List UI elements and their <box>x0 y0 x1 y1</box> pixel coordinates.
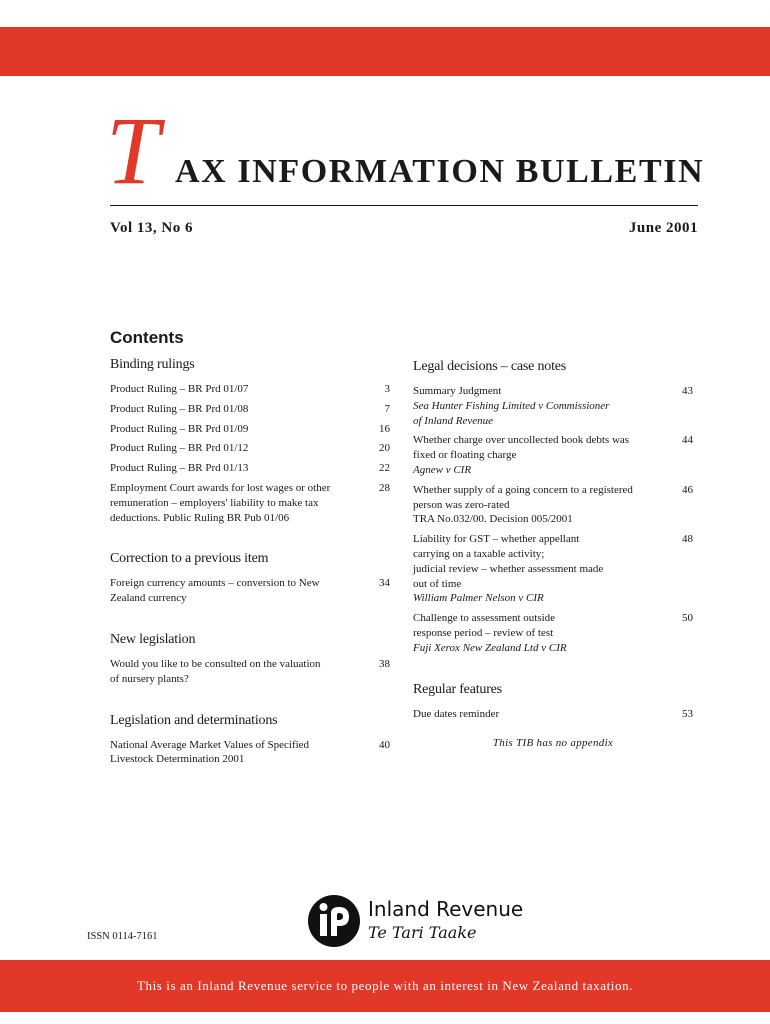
entry-line: Livestock Determination 2001 <box>110 753 245 766</box>
page-number: 46 <box>682 483 693 496</box>
section-gap <box>110 611 390 631</box>
issue-date: June 2001 <box>628 220 698 236</box>
case-name: Agnew v CIR <box>413 463 472 476</box>
contents-entry[interactable] <box>110 461 390 476</box>
entry-text <box>110 422 368 437</box>
entry-text <box>413 611 671 655</box>
entry-line: response period – review of test <box>413 626 554 639</box>
contents-right-column <box>413 358 693 749</box>
entry-text <box>110 402 368 417</box>
issn-number: ISSN 0114-7161 <box>87 931 158 942</box>
page-number: 50 <box>682 612 693 625</box>
inland-revenue-logo <box>306 893 524 949</box>
entry-line: Challenge to assessment outside <box>413 612 556 625</box>
contents-entry[interactable] <box>413 483 693 527</box>
entry-text <box>413 483 671 527</box>
masthead-initial: T <box>106 97 160 204</box>
logo-name: Inland Revenue <box>368 897 524 921</box>
entry-line: person was zero-rated <box>413 498 510 511</box>
page-number: 16 <box>379 422 390 435</box>
entry-line: Liability for GST – whether appellant <box>413 533 580 546</box>
page-number: 20 <box>379 442 390 455</box>
entry-text <box>413 707 671 722</box>
section-title: Legal decisions – case notes <box>413 359 567 374</box>
entry-text <box>110 461 368 476</box>
section-gap <box>110 692 390 712</box>
page-number: 38 <box>379 657 390 670</box>
entry-line: Product Ruling – BR Prd 01/09 <box>110 422 249 435</box>
entry-line: Product Ruling – BR Prd 01/12 <box>110 442 249 455</box>
entry-line: fixed or floating charge <box>413 449 517 462</box>
page-number: 40 <box>379 738 390 751</box>
logo-maori-name: Te Tari Taake <box>368 923 477 942</box>
page-number: 3 <box>384 383 390 395</box>
entry-line: Employment Court awards for lost wages or other <box>110 481 331 494</box>
section-title: Legislation and determinations <box>110 712 278 728</box>
section-title: Correction to a previous item <box>110 551 269 567</box>
contents-entry[interactable] <box>413 384 693 428</box>
entry-line: Due dates reminder <box>413 707 500 720</box>
contents-entry[interactable] <box>110 657 390 687</box>
case-name: Fuji Xerox New Zealand Ltd v CIR <box>413 641 567 654</box>
entry-line: carrying on a taxable activity; <box>413 547 545 560</box>
section-gap <box>413 661 693 681</box>
contents-entry[interactable] <box>110 441 390 456</box>
entry-line: Would you like to be consulted on the valuation <box>110 657 321 670</box>
contents-entry[interactable] <box>110 422 390 437</box>
contents-heading: Contents <box>110 328 184 347</box>
case-name: Sea Hunter Fishing Limited v Commissioner <box>413 399 610 412</box>
entry-line: Product Ruling – BR Prd 01/07 <box>110 383 249 395</box>
volume-number: Vol 13, No 6 <box>110 220 193 236</box>
footer-statement: This is an Inland Revenue service to people with an interest in New Zealand taxation. <box>136 978 634 993</box>
entry-line: out of time <box>413 577 462 590</box>
contents-entry[interactable] <box>110 382 390 397</box>
page-number: 22 <box>379 462 390 475</box>
entry-line: judicial review – whether assessment made <box>413 562 604 575</box>
masthead-rule <box>110 205 698 206</box>
entry-text <box>110 576 368 606</box>
page-number: 34 <box>379 577 390 590</box>
entry-line: Whether supply of a going concern to a registered <box>413 483 633 496</box>
top-red-band <box>0 27 770 76</box>
contents-entry[interactable] <box>110 738 390 768</box>
inland-revenue-emblem-icon <box>306 893 362 949</box>
entry-line: Product Ruling – BR Prd 01/13 <box>110 462 249 475</box>
section-gap <box>110 530 390 550</box>
entry-line: TRA No.032/00. Decision 005/2001 <box>413 513 573 526</box>
case-name: William Palmer Nelson v CIR <box>413 592 544 605</box>
entry-line: Summary Judgment <box>413 385 502 397</box>
contents-entry[interactable] <box>413 433 693 477</box>
contents-entry[interactable] <box>413 611 693 655</box>
contents-entry[interactable] <box>110 576 390 606</box>
page-number: 44 <box>682 434 693 447</box>
section-title: Binding rulings <box>110 357 195 372</box>
entry-text <box>413 532 671 606</box>
entry-line: Product Ruling – BR Prd 01/08 <box>110 402 249 415</box>
entry-line: Whether charge over uncollected book debts was <box>413 434 630 447</box>
page-number: 48 <box>682 533 693 546</box>
page-number: 43 <box>682 385 693 397</box>
page-number: 53 <box>682 707 693 720</box>
entry-text <box>413 384 671 428</box>
contents-entry[interactable] <box>413 532 693 606</box>
contents-entry[interactable] <box>110 481 390 525</box>
entry-text <box>110 738 368 768</box>
contents-left-column <box>110 356 390 772</box>
contents-entry[interactable] <box>110 402 390 417</box>
section-title: Regular features <box>413 681 502 697</box>
entry-text <box>110 441 368 456</box>
page-number: 7 <box>384 402 390 415</box>
entry-line: deductions. Public Ruling BR Pub 01/06 <box>110 511 290 524</box>
entry-line: of nursery plants? <box>110 672 189 685</box>
entry-text <box>413 433 671 477</box>
entry-text <box>110 481 368 525</box>
contents-entry[interactable] <box>413 707 693 722</box>
entry-line: Zealand currency <box>110 592 187 605</box>
entry-line: remuneration – employers' liability to make tax <box>110 496 319 509</box>
entry-text <box>110 657 368 687</box>
section-title: New legislation <box>110 631 196 647</box>
entry-text <box>110 382 368 397</box>
page-number: 28 <box>379 481 390 494</box>
entry-line: Foreign currency amounts – conversion to New <box>110 577 320 590</box>
masthead-title: AX INFORMATION BULLETIN <box>175 153 705 190</box>
appendix-note: This TIB has no appendix <box>492 737 614 750</box>
case-name: of Inland Revenue <box>413 414 494 427</box>
entry-line: National Average Market Values of Specified <box>110 738 310 751</box>
